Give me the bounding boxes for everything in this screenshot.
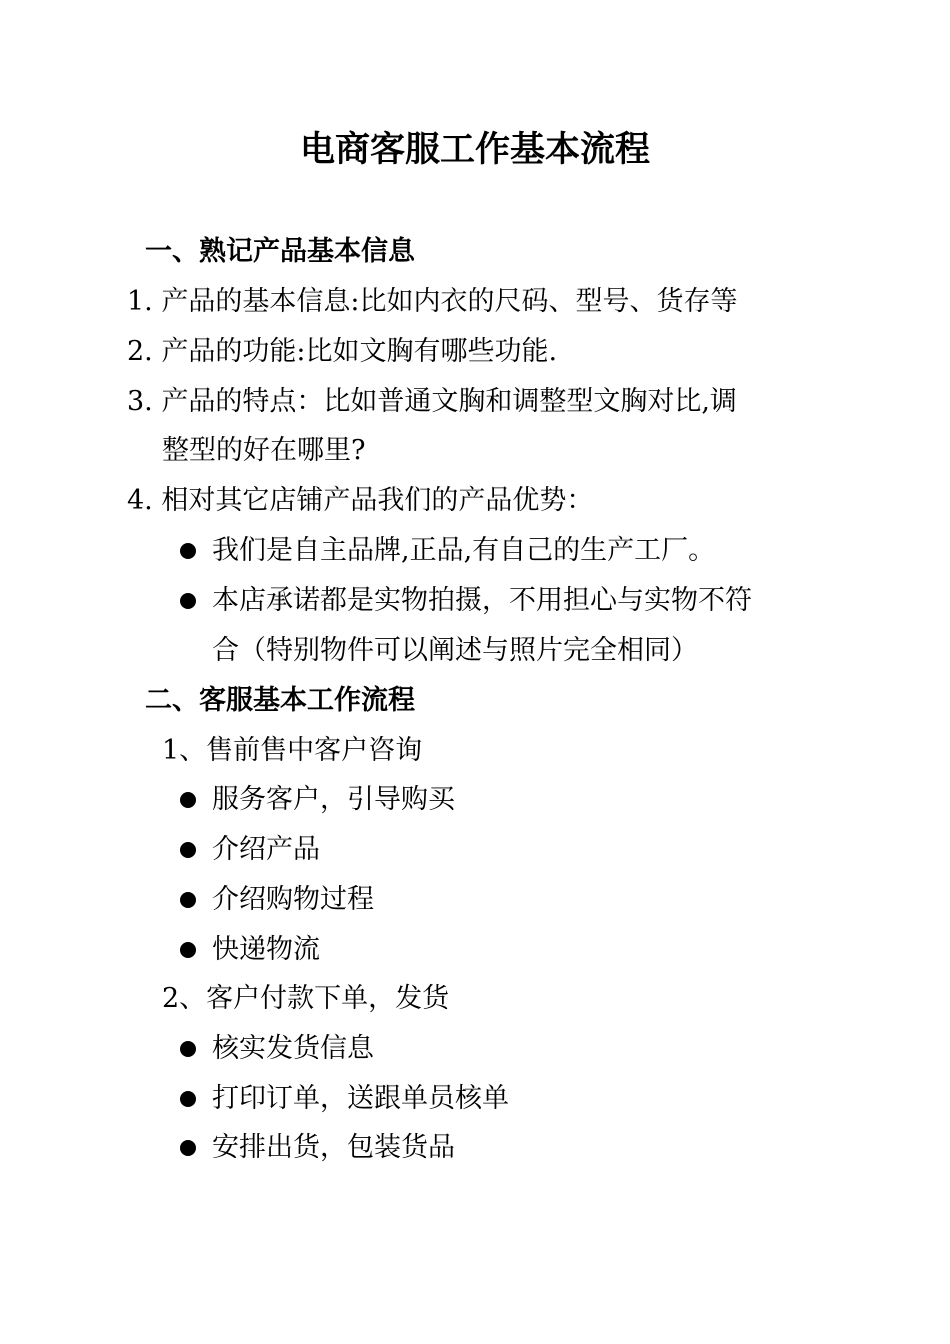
bullet-icon <box>180 892 196 908</box>
list-item: 4. 相对其它店铺产品我们的产品优势： <box>127 485 594 516</box>
bullet-icon <box>180 1091 196 1107</box>
list-item: 2. 产品的功能:比如文胸有哪些功能. <box>127 336 558 367</box>
bullet-icon <box>180 1140 196 1156</box>
bullet-item: 服务客户，引导购买 <box>212 784 455 815</box>
bullet-item-continuation: 合（特别物件可以阐述与照片完全相同） <box>212 635 698 666</box>
list-item: 1. 产品的基本信息:比如内衣的尺码、型号、货存等 <box>127 286 738 317</box>
list-item: 3. 产品的特点：比如普通文胸和调整型文胸对比,调 <box>127 386 737 417</box>
document-title: 电商客服工作基本流程 <box>299 129 650 170</box>
bullet-icon <box>180 543 196 559</box>
bullet-item: 快递物流 <box>212 934 320 965</box>
bullet-item: 介绍购物过程 <box>212 884 374 915</box>
subsection-label: 1、售前售中客户咨询 <box>162 735 423 766</box>
bullet-item: 介绍产品 <box>212 834 320 865</box>
subsection-label: 2、客户付款下单，发货 <box>162 983 450 1014</box>
bullet-icon <box>180 1041 196 1057</box>
bullet-item: 安排出货，包装货品 <box>212 1132 455 1163</box>
bullet-item: 核实发货信息 <box>212 1033 374 1064</box>
bullet-icon <box>180 942 196 958</box>
bullet-icon <box>180 842 196 858</box>
bullet-item: 打印订单，送跟单员核单 <box>212 1083 509 1114</box>
list-item-continuation: 整型的好在哪里? <box>162 435 366 466</box>
bullet-icon <box>180 792 196 808</box>
section-heading-1: 一、熟记产品基本信息 <box>145 236 415 267</box>
bullet-item: 我们是自主品牌,正品,有自己的生产工厂。 <box>212 535 716 566</box>
bullet-item: 本店承诺都是实物拍摄，不用担心与实物不符 <box>212 585 752 616</box>
bullet-icon <box>180 593 196 609</box>
section-heading-2: 二、客服基本工作流程 <box>145 685 415 716</box>
